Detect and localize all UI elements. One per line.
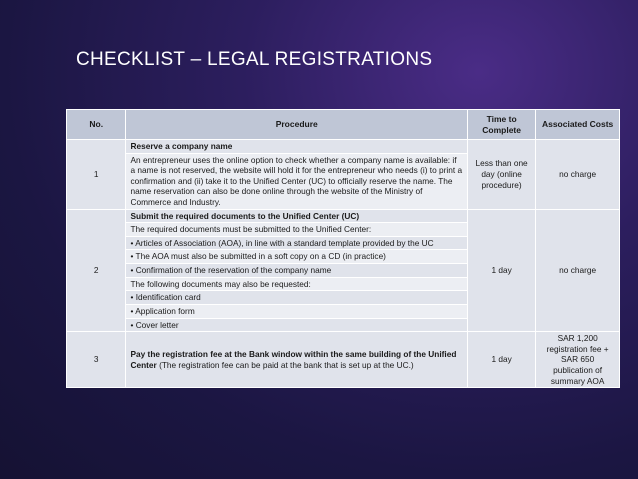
- row-number: 2: [67, 209, 126, 331]
- procedure-text: The required documents must be submitted to the Unified Center:: [126, 223, 467, 237]
- header-time: Time to Complete: [467, 110, 535, 140]
- procedure-text: (The registration fee can be paid at the bank that is set up at the UC.): [156, 359, 414, 370]
- procedure-title: Submit the required documents to the Unified Center (UC): [126, 209, 467, 223]
- procedure-bullet: • The AOA must also be submitted in a soft copy on a CD (in practice): [126, 250, 467, 264]
- procedure-bullet: • Cover letter: [126, 318, 467, 332]
- checklist-table: [66, 109, 620, 388]
- header-no: No.: [67, 110, 126, 140]
- row-number: 1: [67, 140, 126, 210]
- row-number: 3: [67, 332, 126, 388]
- time-cell: 1 day: [467, 209, 535, 331]
- procedure-cell: [126, 332, 467, 388]
- cost-cell: SAR 1,200 registration fee + SAR 650 publication of summary AOA: [536, 332, 620, 388]
- table-row: [67, 140, 620, 154]
- header-procedure: Procedure: [126, 110, 467, 140]
- header-cost: Associated Costs: [536, 110, 620, 140]
- cost-cell: no charge: [536, 209, 620, 331]
- table-row: [67, 332, 620, 388]
- procedure-bullet: • Identification card: [126, 291, 467, 305]
- time-cell: 1 day: [467, 332, 535, 388]
- procedure-bullet: • Articles of Association (AOA), in line with a standard template provided by the UC: [126, 236, 467, 250]
- table-row: [67, 209, 620, 223]
- procedure-title: Pay the registration fee at the Bank window within the same building of the Unified Center: [130, 349, 457, 370]
- procedure-bullet: • Confirmation of the reservation of the company name: [126, 264, 467, 278]
- table-header-row: [67, 110, 620, 140]
- time-cell: Less than one day (online procedure): [467, 140, 535, 210]
- cost-cell: no charge: [536, 140, 620, 210]
- procedure-bullet: • Application form: [126, 304, 467, 318]
- procedure-text: An entrepreneur uses the online option to check whether a company name is available: if a name is not reserved, the website will hold it for the entrepreneur who needs (i) to print a confirmation and (ii) take it to the Unified Center (UC) to officially reserve the name. The name reservation can also be done online through the website of the Ministry of Commerce and Industry.: [126, 153, 467, 209]
- procedure-title: Reserve a company name: [126, 140, 467, 154]
- slide-title: CHECKLIST – LEGAL REGISTRATIONS: [76, 49, 433, 70]
- procedure-text: The following documents may also be requested:: [126, 277, 467, 291]
